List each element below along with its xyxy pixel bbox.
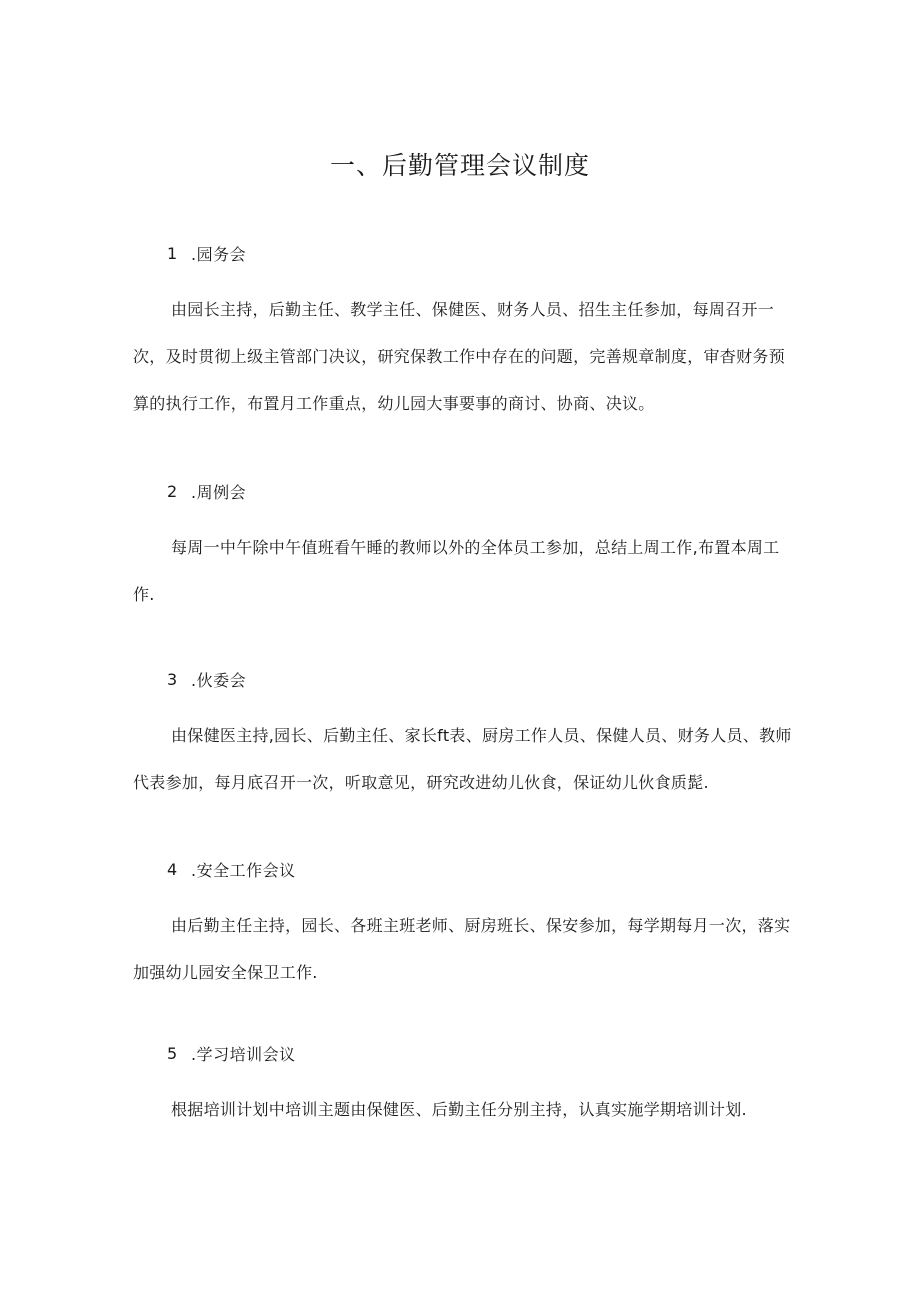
section-title: .周例会 bbox=[191, 482, 247, 502]
section-number: 4 bbox=[167, 859, 178, 879]
section-heading bbox=[167, 665, 793, 693]
section-body: 由园长主持，后勤主任、教学主任、保健医、财务人员、招生主任参加，每周召开一次，及时贯彻上级主管部门决议，研究保教工作中存在的问题，完善规章制度，审杳财务预算的执行工作，布置月工作重点，幼儿园大事要事的商讨、协商、决议。 bbox=[133, 300, 786, 413]
document-title: 一、后勤管理会议制度 bbox=[329, 151, 590, 180]
section-heading bbox=[167, 477, 793, 505]
section-body: 根据培训计划中培训主题由保健医、后勤主任分别主持，认真实施学期培训计划. bbox=[171, 1100, 747, 1119]
section-title: .伙委会 bbox=[191, 670, 247, 690]
section-2 bbox=[133, 477, 793, 618]
section-heading bbox=[167, 239, 793, 267]
section-body: 由后勤主任主持，园长、各班主班老师、厨房班长、保安参加，每学期每月一次，落实加强幼儿园安全保卫工作. bbox=[133, 916, 791, 982]
section-4 bbox=[133, 855, 793, 996]
section-5 bbox=[133, 1039, 793, 1133]
section-body: 每周一中午除中午值班看午睡的教师以外的全体员工参加，总结上周工作,布置本周工作. bbox=[133, 538, 780, 604]
section-1 bbox=[133, 239, 793, 427]
section-heading bbox=[167, 1039, 793, 1067]
section-number: 2 bbox=[167, 481, 178, 501]
section-title: .学习培训会议 bbox=[191, 1044, 296, 1064]
section-heading bbox=[167, 855, 793, 883]
section-title: .安全工作会议 bbox=[191, 860, 296, 880]
section-number: 3 bbox=[167, 669, 178, 689]
section-title: .园务会 bbox=[191, 244, 247, 264]
section-number: 1 bbox=[167, 243, 178, 263]
section-number: 5 bbox=[167, 1043, 178, 1063]
section-3 bbox=[133, 665, 793, 806]
section-body: 由保健医主持,园长、后勤主任、家长ft表、厨房工作人员、保健人员、财务人员、教师代表参加，每月底召开一次，听取意见，研究改进幼儿伙食，保证幼儿伙食质髭. bbox=[133, 726, 792, 792]
